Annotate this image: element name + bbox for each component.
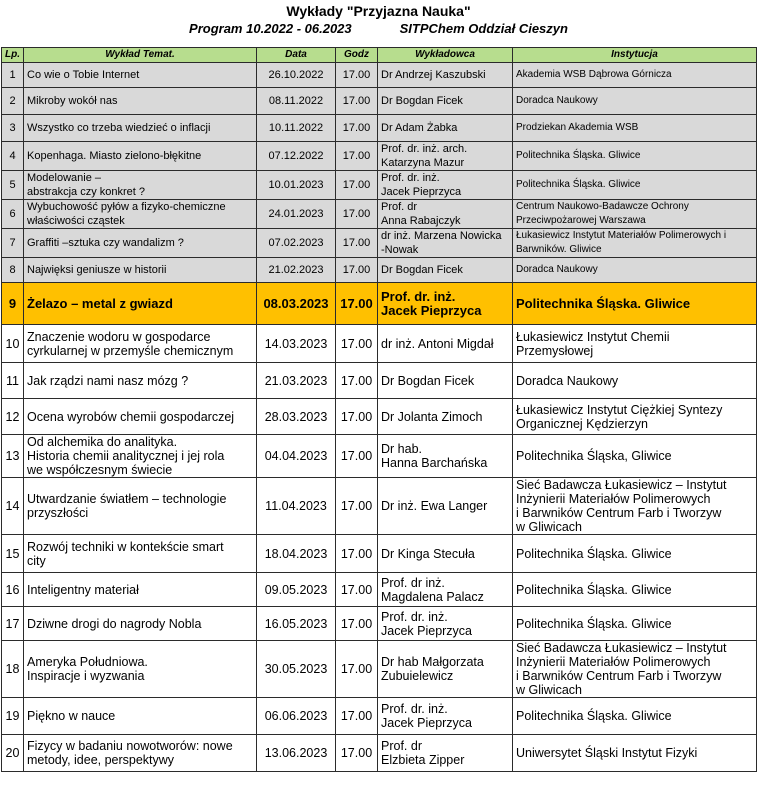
- lecture-schedule-table: [1, 47, 757, 772]
- table-cell-date: 24.01.2023: [257, 200, 336, 229]
- table-cell-lp: 17: [2, 607, 24, 641]
- table-cell-hour: 17.00: [336, 698, 378, 735]
- table-cell-hour: 17.00: [336, 363, 378, 399]
- col-header-hour: Godz: [336, 48, 378, 63]
- table-cell-date: 28.03.2023: [257, 399, 336, 435]
- table-cell-topic: Rozwój techniki w kontekście smart city: [24, 535, 257, 573]
- table-cell-topic: Fizycy w badaniu nowotworów: nowe metody, idee, perspektywy: [24, 735, 257, 772]
- table-row: [2, 115, 757, 142]
- table-cell-lecturer: Prof. dr. inż. Jacek Pieprzyca: [378, 283, 513, 325]
- table-cell-lp: 6: [2, 200, 24, 229]
- table-cell-topic: Utwardzanie światłem – technologie przyszłości: [24, 478, 257, 535]
- table-cell-institution: Doradca Naukowy: [513, 363, 757, 399]
- table-cell-topic: Znaczenie wodoru w gospodarce cyrkularnej w przemyśle chemicznym: [24, 325, 257, 363]
- table-cell-hour: 17.00: [336, 478, 378, 535]
- table-cell-topic: Od alchemika do analityka. Historia chemii analitycznej i jej rola we współczesnym świecie: [24, 435, 257, 478]
- table-cell-lecturer: Dr Bogdan Ficek: [378, 363, 513, 399]
- table-cell-date: 18.04.2023: [257, 535, 336, 573]
- table-cell-lecturer: Prof. dr. inż. Jacek Pieprzyca: [378, 698, 513, 735]
- table-cell-date: 10.11.2022: [257, 115, 336, 142]
- table-cell-date: 13.06.2023: [257, 735, 336, 772]
- table-cell-topic: Ocena wyrobów chemii gospodarczej: [24, 399, 257, 435]
- col-header-institution: Instytucja: [513, 48, 757, 63]
- table-row: [2, 325, 757, 363]
- table-cell-institution: Politechnika Śląska. Gliwice: [513, 698, 757, 735]
- table-cell-date: 26.10.2022: [257, 63, 336, 88]
- table-cell-institution: Politechnika Śląska. Gliwice: [513, 607, 757, 641]
- table-cell-institution: Łukasiewicz Instytut Chemii Przemysłowej: [513, 325, 757, 363]
- table-cell-institution: Sieć Badawcza Łukasiewicz – Instytut Inżynierii Materiałów Polimerowych i Barwników Centrum Farb i Tworzyw w Gliwicach: [513, 641, 757, 698]
- table-cell-lecturer: Dr Kinga Stecuła: [378, 535, 513, 573]
- table-cell-institution: Doradca Naukowy: [513, 88, 757, 115]
- table-cell-institution: Politechnika Śląska. Gliwice: [513, 535, 757, 573]
- col-header-lp: Lp.: [2, 48, 24, 63]
- table-cell-date: 08.11.2022: [257, 88, 336, 115]
- table-cell-lp: 4: [2, 142, 24, 171]
- table-cell-date: 04.04.2023: [257, 435, 336, 478]
- table-cell-institution: Politechnika Śląska. Gliwice: [513, 171, 757, 200]
- table-cell-hour: 17.00: [336, 283, 378, 325]
- table-row: [2, 535, 757, 573]
- table-row: [2, 363, 757, 399]
- table-cell-date: 10.01.2023: [257, 171, 336, 200]
- table-cell-topic: Wybuchowość pyłów a fizyko-chemiczne właściwości cząstek: [24, 200, 257, 229]
- table-row: [2, 641, 757, 698]
- table-cell-lp: 3: [2, 115, 24, 142]
- table-cell-hour: 17.00: [336, 115, 378, 142]
- table-cell-topic: Piękno w nauce: [24, 698, 257, 735]
- table-cell-hour: 17.00: [336, 399, 378, 435]
- table-row: [2, 88, 757, 115]
- table-cell-lecturer: Prof. dr inż. Magdalena Palacz: [378, 573, 513, 607]
- table-row: [2, 200, 757, 229]
- table-cell-topic: Kopenhaga. Miasto zielono-błękitne: [24, 142, 257, 171]
- table-cell-topic: Jak rządzi nami nasz mózg ?: [24, 363, 257, 399]
- table-cell-date: 08.03.2023: [257, 283, 336, 325]
- table-row: [2, 573, 757, 607]
- table-header-row: [2, 48, 757, 63]
- table-cell-lp: 18: [2, 641, 24, 698]
- table-cell-lecturer: Prof. dr Elzbieta Zipper: [378, 735, 513, 772]
- table-row: [2, 63, 757, 88]
- table-cell-lp: 15: [2, 535, 24, 573]
- table-cell-lecturer: Dr Bogdan Ficek: [378, 258, 513, 283]
- table-cell-institution: Sieć Badawcza Łukasiewicz – Instytut Inżynierii Materiałów Polimerowych i Barwników Centrum Farb i Tworzyw w Gliwicach: [513, 478, 757, 535]
- table-row: [2, 229, 757, 258]
- table-cell-hour: 17.00: [336, 435, 378, 478]
- table-cell-hour: 17.00: [336, 88, 378, 115]
- table-cell-date: 07.12.2022: [257, 142, 336, 171]
- table-row: [2, 399, 757, 435]
- table-cell-lecturer: dr inż. Marzena Nowicka -Nowak: [378, 229, 513, 258]
- table-cell-lp: 5: [2, 171, 24, 200]
- table-cell-hour: 17.00: [336, 641, 378, 698]
- table-cell-lp: 9: [2, 283, 24, 325]
- table-cell-hour: 17.00: [336, 607, 378, 641]
- table-cell-topic: Najwięksi geniusze w historii: [24, 258, 257, 283]
- table-row: [2, 607, 757, 641]
- table-cell-lecturer: Dr Adam Żabka: [378, 115, 513, 142]
- table-cell-topic: Inteligentny materiał: [24, 573, 257, 607]
- table-cell-institution: Centrum Naukowo-Badawcze Ochrony Przeciwpożarowej Warszawa: [513, 200, 757, 229]
- table-cell-topic: Mikroby wokół nas: [24, 88, 257, 115]
- table-cell-lp: 20: [2, 735, 24, 772]
- table-cell-lecturer: Prof. dr. inż. Jacek Pieprzyca: [378, 171, 513, 200]
- table-cell-institution: Politechnika Śląska. Gliwice: [513, 142, 757, 171]
- table-cell-lecturer: Dr hab. Hanna Barchańska: [378, 435, 513, 478]
- table-cell-lecturer: Dr Bogdan Ficek: [378, 88, 513, 115]
- table-cell-hour: 17.00: [336, 325, 378, 363]
- table-cell-date: 16.05.2023: [257, 607, 336, 641]
- table-cell-lecturer: Dr Andrzej Kaszubski: [378, 63, 513, 88]
- table-cell-topic: Wszystko co trzeba wiedzieć o inflacji: [24, 115, 257, 142]
- table-cell-lp: 16: [2, 573, 24, 607]
- organizer-name: SITPChem Oddział Cieszyn: [399, 21, 568, 36]
- col-header-date: Data: [257, 48, 336, 63]
- table-row: [2, 735, 757, 772]
- table-cell-institution: Łukasiewicz Instytut Ciężkiej Syntezy Organicznej Kędzierzyn: [513, 399, 757, 435]
- table-cell-topic: Ameryka Południowa. Inspiracje i wyzwania: [24, 641, 257, 698]
- table-cell-institution: Politechnika Śląska, Gliwice: [513, 435, 757, 478]
- col-header-lecturer: Wykładowca: [378, 48, 513, 63]
- table-cell-institution: Prodziekan Akademia WSB: [513, 115, 757, 142]
- table-cell-lp: 7: [2, 229, 24, 258]
- table-row: [2, 435, 757, 478]
- table-row: [2, 258, 757, 283]
- table-cell-date: 11.04.2023: [257, 478, 336, 535]
- table-row: [2, 142, 757, 171]
- col-header-topic: Wykład Temat.: [24, 48, 257, 63]
- table-row: [2, 698, 757, 735]
- table-cell-institution: Politechnika Śląska. Gliwice: [513, 573, 757, 607]
- table-cell-hour: 17.00: [336, 142, 378, 171]
- table-cell-institution: Politechnika Śląska. Gliwice: [513, 283, 757, 325]
- table-cell-lecturer: Dr inż. Ewa Langer: [378, 478, 513, 535]
- table-cell-lp: 10: [2, 325, 24, 363]
- table-cell-topic: Dziwne drogi do nagrody Nobla: [24, 607, 257, 641]
- table-cell-lecturer: Dr Jolanta Zimoch: [378, 399, 513, 435]
- table-cell-hour: 17.00: [336, 735, 378, 772]
- table-cell-lp: 12: [2, 399, 24, 435]
- table-cell-topic: Modelowanie – abstrakcja czy konkret ?: [24, 171, 257, 200]
- table-cell-hour: 17.00: [336, 171, 378, 200]
- table-cell-lecturer: Prof. dr. inż. arch. Katarzyna Mazur: [378, 142, 513, 171]
- table-cell-date: 09.05.2023: [257, 573, 336, 607]
- program-period: Program 10.2022 - 06.2023: [189, 21, 352, 36]
- table-cell-institution: Doradca Naukowy: [513, 258, 757, 283]
- table-cell-date: 21.02.2023: [257, 258, 336, 283]
- table-cell-institution: Akademia WSB Dąbrowa Górnicza: [513, 63, 757, 88]
- table-cell-lecturer: dr inż. Antoni Migdał: [378, 325, 513, 363]
- table-cell-hour: 17.00: [336, 229, 378, 258]
- table-cell-hour: 17.00: [336, 535, 378, 573]
- document-subtitle: [0, 21, 757, 36]
- table-row: [2, 283, 757, 325]
- table-cell-lp: 14: [2, 478, 24, 535]
- table-cell-lp: 11: [2, 363, 24, 399]
- table-cell-date: 21.03.2023: [257, 363, 336, 399]
- table-row: [2, 478, 757, 535]
- table-row: [2, 171, 757, 200]
- table-cell-lp: 19: [2, 698, 24, 735]
- table-cell-lp: 2: [2, 88, 24, 115]
- table-cell-institution: Uniwersytet Śląski Instytut Fizyki: [513, 735, 757, 772]
- table-cell-date: 07.02.2023: [257, 229, 336, 258]
- table-cell-lecturer: Dr hab Małgorzata Zubuielewicz: [378, 641, 513, 698]
- document-title: Wykłady "Przyjazna Nauka": [286, 3, 471, 19]
- table-cell-hour: 17.00: [336, 63, 378, 88]
- table-cell-topic: Graffiti –sztuka czy wandalizm ?: [24, 229, 257, 258]
- table-cell-hour: 17.00: [336, 573, 378, 607]
- table-cell-lecturer: Prof. dr. inż. Jacek Pieprzyca: [378, 607, 513, 641]
- table-cell-date: 14.03.2023: [257, 325, 336, 363]
- table-cell-date: 30.05.2023: [257, 641, 336, 698]
- table-cell-lp: 1: [2, 63, 24, 88]
- table-cell-lp: 13: [2, 435, 24, 478]
- table-cell-topic: Żelazo – metal z gwiazd: [24, 283, 257, 325]
- table-cell-lp: 8: [2, 258, 24, 283]
- table-cell-hour: 17.00: [336, 258, 378, 283]
- table-cell-topic: Co wie o Tobie Internet: [24, 63, 257, 88]
- table-cell-hour: 17.00: [336, 200, 378, 229]
- table-cell-date: 06.06.2023: [257, 698, 336, 735]
- table-cell-institution: Łukasiewicz Instytut Materiałów Polimerowych i Barwników. Gliwice: [513, 229, 757, 258]
- table-cell-lecturer: Prof. dr Anna Rabajczyk: [378, 200, 513, 229]
